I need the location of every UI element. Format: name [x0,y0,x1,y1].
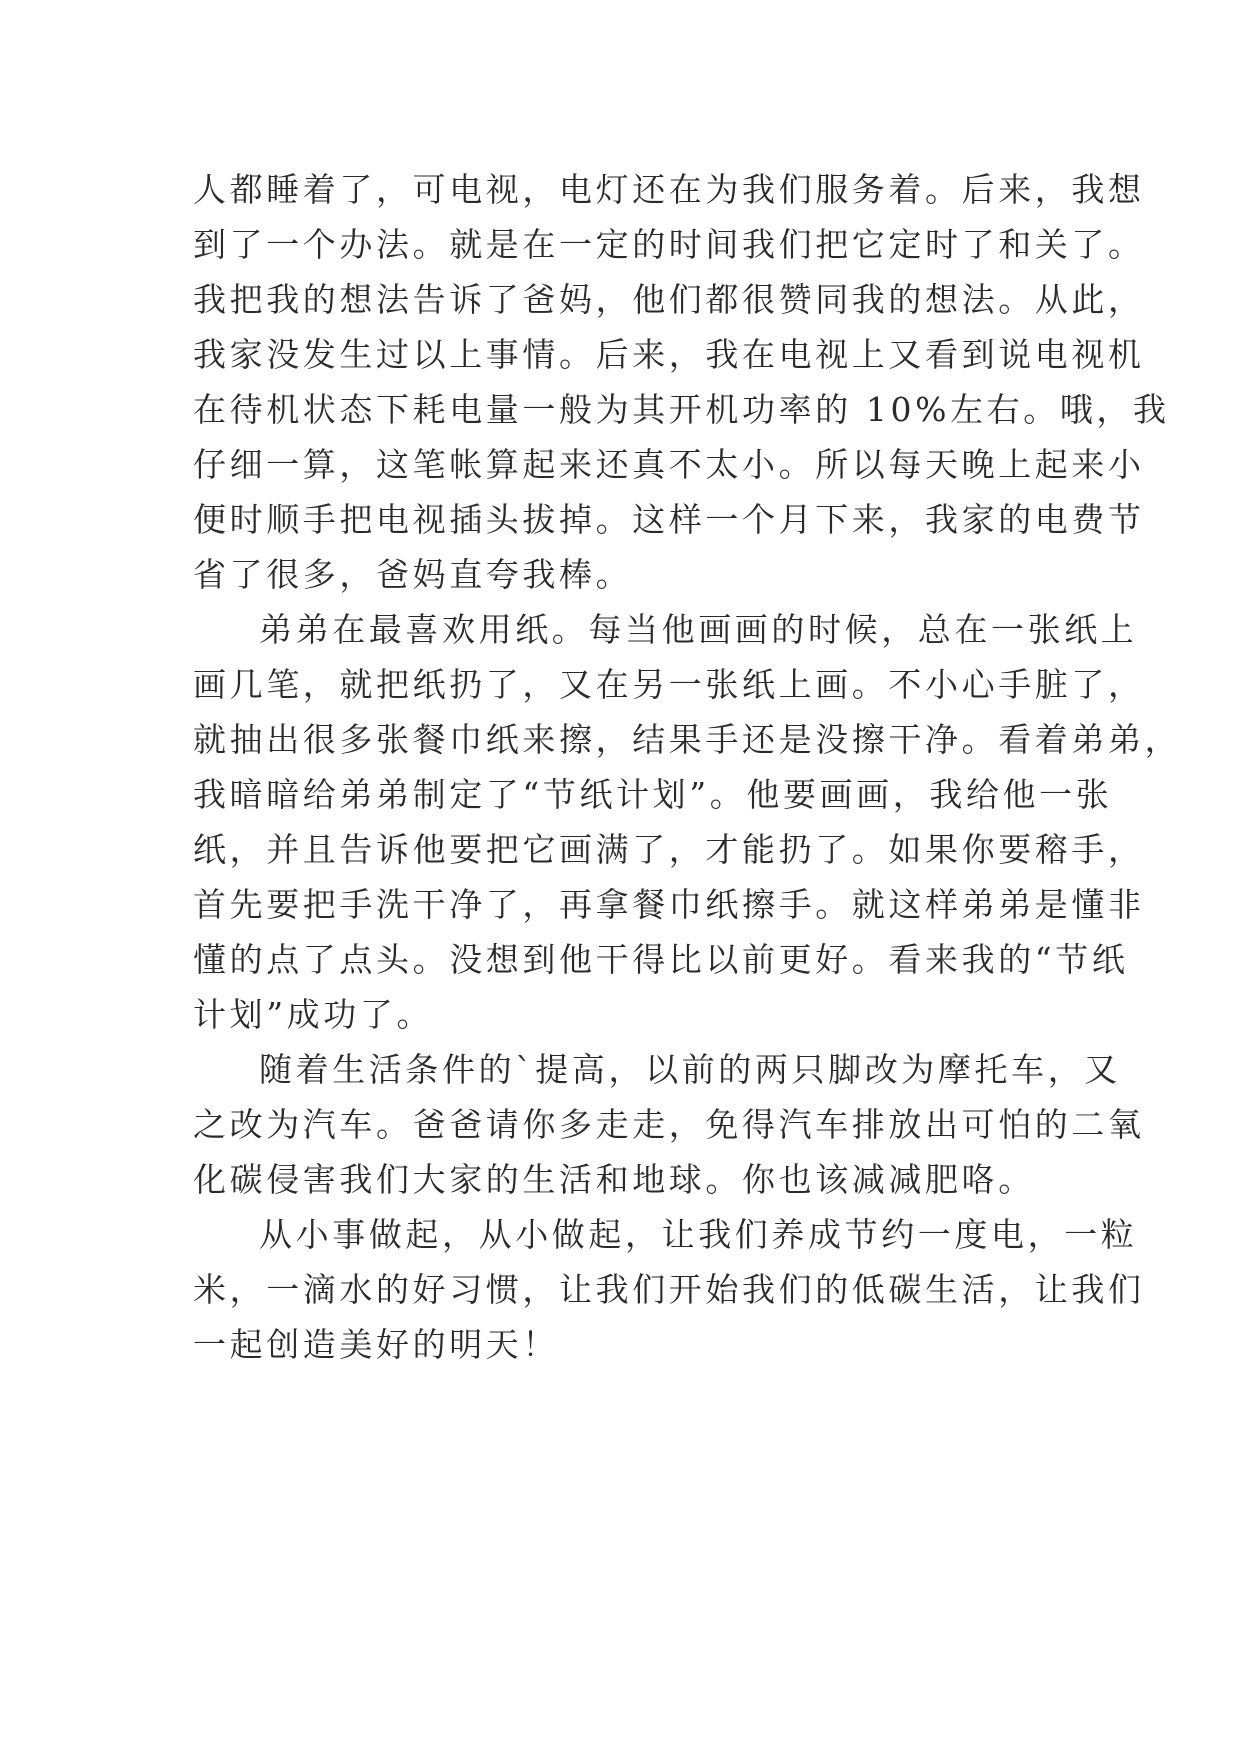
text-line: 之改为汽车。爸爸请你多走走，免得汽车排放出可怕的二氧 [193,1105,1145,1144]
text-line: 一起创造美好的明天！ [193,1325,559,1364]
text-line: 懂的点了点头。没想到他干得比以前更好。看来我的“节纸 [193,940,1129,979]
text-line: 首先要把手洗干净了，再拿餐巾纸擦手。就这样弟弟是懂非 [193,885,1145,924]
text-line: 我暗暗给弟弟制定了“节纸计划”。他要画画，我给他一张 [193,775,1113,814]
text-line: 就抽出很多张餐巾纸来擦，结果手还是没擦干净。看着弟弟， [193,720,1182,759]
text-line: 我把我的想法告诉了爸妈，他们都很赞同我的想法。从此， [193,280,1145,319]
text-line: 到了一个办法。就是在一定的时间我们把它定时了和关了。 [193,225,1145,264]
paragraph-start-line: 从小事做起，从小做起，让我们养成节约一度电，一粒 [259,1215,1138,1254]
text-line: 纸，并且告诉他要把它画满了，才能扔了。如果你要穃手， [193,830,1145,869]
text-line: 省了很多，爸妈直夸我棒。 [193,555,633,594]
text-line: 米，一滴水的好习惯，让我们开始我们的低碳生活，让我们 [193,1270,1145,1309]
text-line: 我家没发生过以上事情。后来，我在电视上又看到说电视机 [193,335,1145,374]
text-line: 画几笔，就把纸扔了，又在另一张纸上画。不小心手脏了， [193,665,1145,704]
text-line: 仔细一算，这笔帐算起来还真不太小。所以每天晚上起来小 [193,445,1145,484]
text-line: 在待机状态下耗电量一般为其开机功率的 10%左右。哦，我 [193,390,1170,429]
text-line: 计划”成功了。 [193,995,434,1034]
text-line: 人都睡着了，可电视，电灯还在为我们服务着。后来，我想 [193,170,1145,209]
text-line: 化碳侵害我们大家的生活和地球。你也该减减肥咯。 [193,1160,1035,1199]
paragraph-start-line: 弟弟在最喜欢用纸。每当他画画的时候，总在一张纸上 [259,610,1138,649]
text-line: 便时顺手把电视插头拔掉。这样一个月下来，我家的电费节 [193,500,1145,539]
paragraph-start-line: 随着生活条件的`提高，以前的两只脚改为摩托车，又 [259,1050,1121,1089]
